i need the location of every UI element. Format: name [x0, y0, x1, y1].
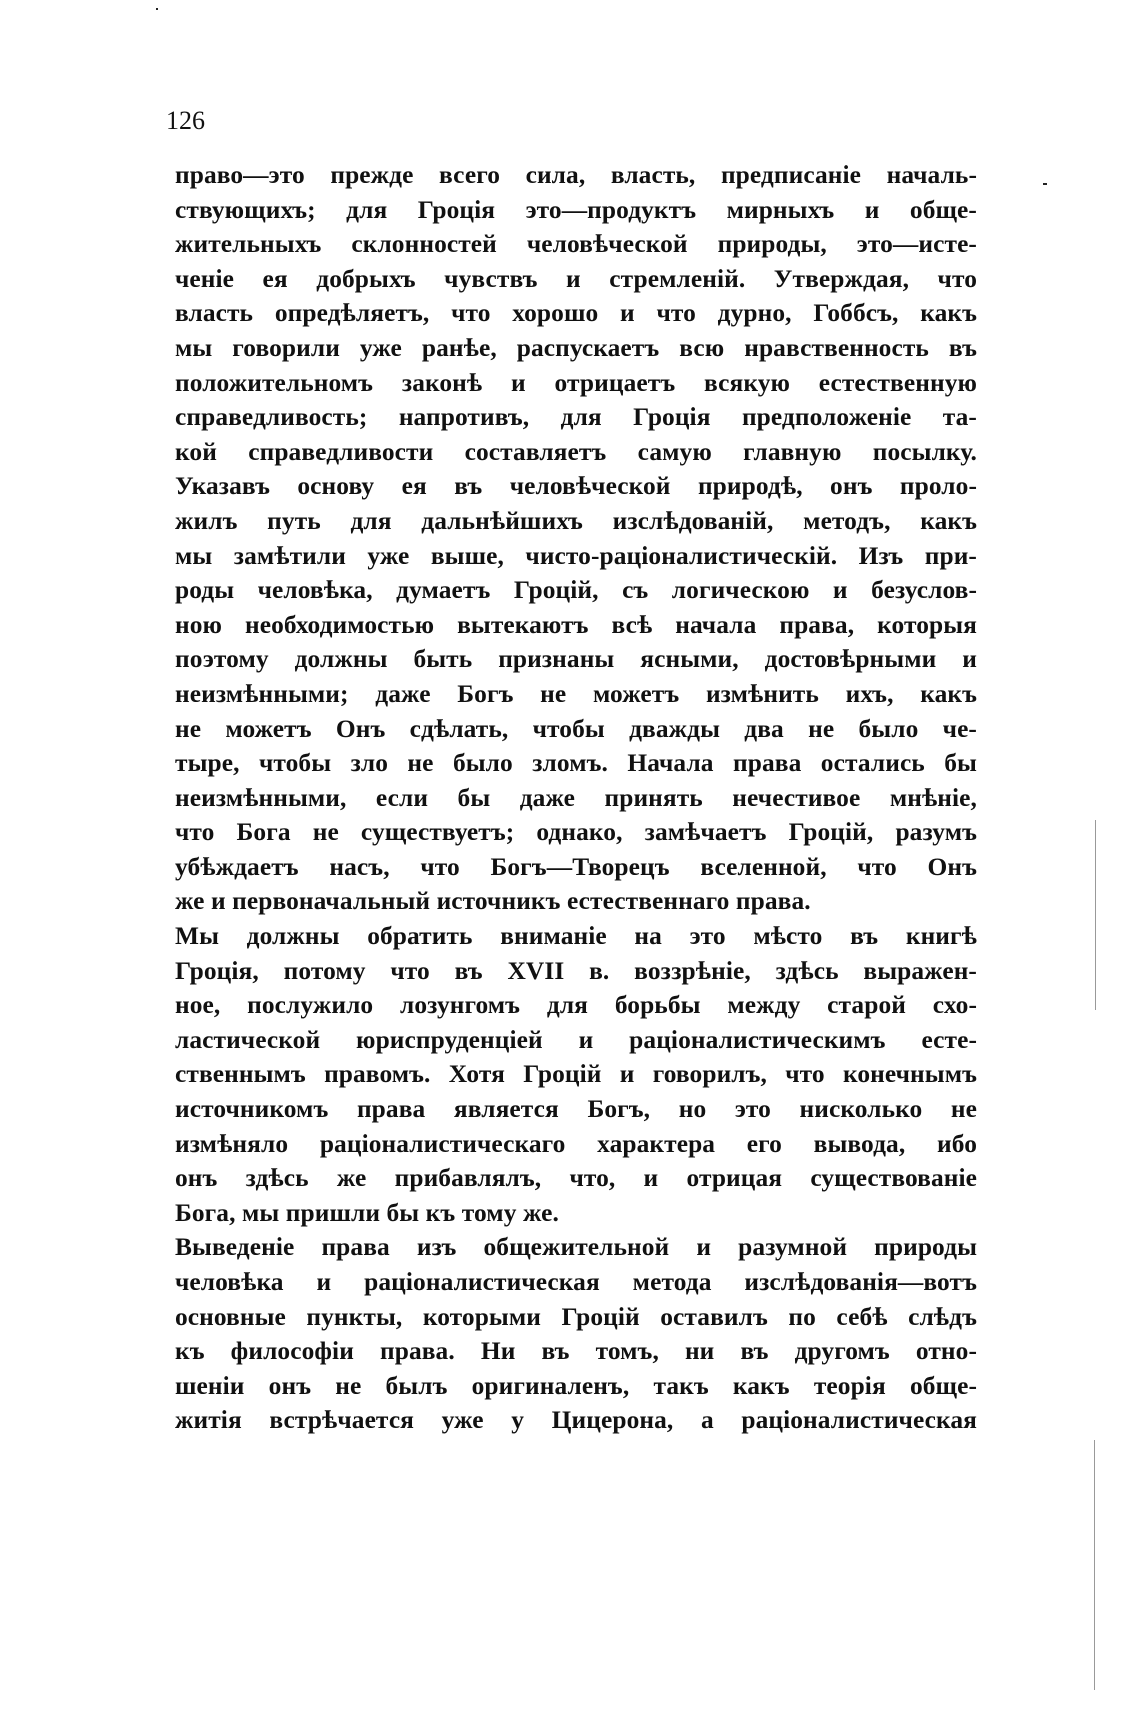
text-line: ластической юриспруденціей и раціоналистическимъ есте- [175, 1025, 977, 1054]
page-number: 126 [166, 106, 205, 135]
text-line: власть опредѣляетъ, что хорошо и что дурно, Гоббсъ, какъ [175, 299, 977, 328]
text-line: ственнымъ правомъ. Хотя Гроцій и говорилъ, что конечнымъ [175, 1060, 977, 1089]
text-line: измѣняло раціоналистическаго характера его вывода, ибо [175, 1129, 977, 1158]
text-line: право—это прежде всего сила, власть, предписаніе началь- [175, 161, 977, 189]
text-line: шеніи онъ не былъ оригиналенъ, такъ какъ теорія обще- [175, 1371, 977, 1400]
text-line: тыре, чтобы зло не было зломъ. Начала права остались бы [175, 749, 977, 778]
text-line: мы говорили уже ранѣе, распускаетъ всю нравственность въ [175, 333, 977, 362]
body-text [175, 158, 977, 1438]
scan-dot [1043, 183, 1047, 185]
text-line: жительныхъ склонностей человѣческой природы, это—исте- [175, 230, 977, 259]
scan-edge-line [1094, 1440, 1095, 1690]
text-line: мы замѣтили уже выше, чисто-раціоналистическій. Изъ при- [175, 541, 977, 570]
text-line: ною необходимостью вытекаютъ всѣ начала права, которыя [175, 610, 977, 639]
text-line: убѣждаетъ насъ, что Богъ—Творецъ вселенной, что Онъ [175, 852, 977, 881]
scan-edge-line [1095, 820, 1096, 1010]
text-line: жилъ путь для дальнѣйшихъ изслѣдованій, методъ, какъ [175, 506, 977, 535]
text-line: къ философіи права. Ни въ томъ, ни въ другомъ отно- [175, 1337, 977, 1366]
text-line: поэтому должны быть признаны ясными, достовѣрными и [175, 645, 977, 674]
text-line: Выведеніе права изъ общежительной и разумной природы [175, 1233, 977, 1262]
text-line: ствующихъ; для Гроція это—продуктъ мирныхъ и обще- [175, 195, 977, 224]
text-line: основные пункты, которыми Гроцій оставилъ по себѣ слѣдъ [175, 1302, 977, 1331]
text-line: Мы должны обратить вниманіе на это мѣсто въ книгѣ [175, 922, 977, 951]
text-line: роды человѣка, думаетъ Гроцій, съ логическою и безуслов- [175, 576, 977, 605]
text-line: что Бога не существуетъ; однако, замѣчаетъ Гроцій, разумъ [175, 818, 977, 847]
text-line: Гроція, потому что въ XVII в. воззрѣніе, здѣсь выражен- [175, 956, 977, 985]
text-line: ченіе ея добрыхъ чувствъ и стремленій. Утверждая, что [175, 264, 977, 293]
text-line: источникомъ права является Богъ, но это нисколько не [175, 1095, 977, 1124]
text-line: человѣка и раціоналистическая метода изслѣдованія—вотъ [175, 1268, 977, 1296]
text-line: не можетъ Онъ сдѣлать, чтобы дважды два не было че- [175, 714, 977, 743]
text-line: онъ здѣсь же прибавлялъ, что, и отрицая существованіе [175, 1164, 977, 1193]
text-line: справедливость; напротивъ, для Гроція предположеніе та- [175, 403, 977, 432]
text-line: кой справедливости составляетъ самую главную посылку. [175, 437, 977, 466]
scan-dot [156, 8, 158, 10]
text-line: ное, послужило лозунгомъ для борьбы между старой схо- [175, 991, 977, 1020]
text-line: Бога, мы пришли бы къ тому же. [175, 1198, 559, 1227]
text-line: положительномъ законѣ и отрицаетъ всякую естественную [175, 368, 977, 397]
text-line: неизмѣнными, если бы даже принять нечестивое мнѣніе, [175, 783, 977, 812]
text-line: житія встрѣчается уже у Цицерона, а раціоналистическая [175, 1406, 977, 1435]
text-line: Указавъ основу ея въ человѣческой природѣ, онъ проло- [175, 472, 977, 501]
text-line: же и первоначальный источникъ естественнаго права. [175, 887, 811, 916]
text-line: неизмѣнными; даже Богъ не можетъ измѣнить ихъ, какъ [175, 679, 977, 708]
